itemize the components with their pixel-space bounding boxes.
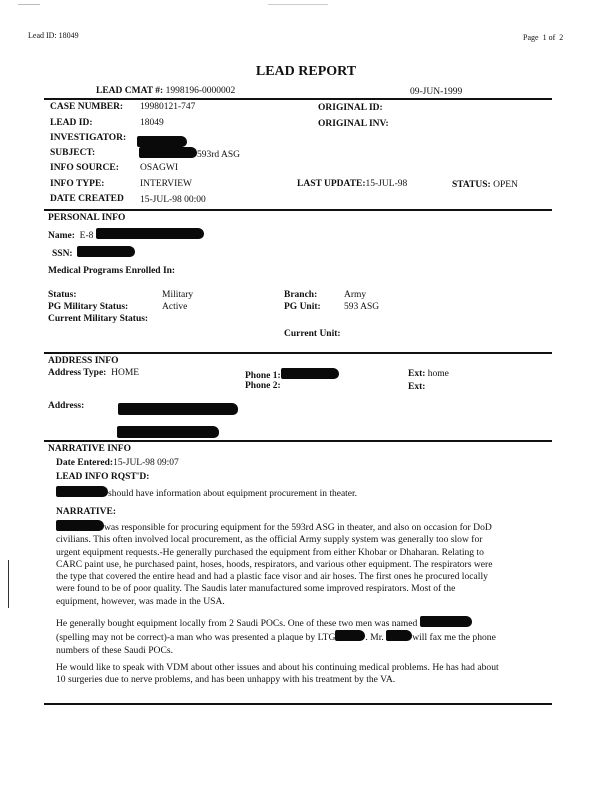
name-redaction — [96, 228, 204, 239]
narrative-label: NARRATIVE: — [56, 507, 116, 517]
info-type-value: INTERVIEW — [140, 179, 192, 189]
page-total: 2 — [559, 33, 564, 42]
status — [452, 180, 518, 190]
investigator-label: INVESTIGATOR: — [50, 133, 127, 143]
lead-id-value: 18049 — [140, 118, 164, 128]
lead-id-label: LEAD ID: — [50, 118, 93, 128]
personal-rule — [44, 209, 552, 211]
status-mil-value: Military — [162, 290, 194, 300]
ssn-row — [52, 246, 135, 259]
phone2-label: Phone 2: — [245, 381, 281, 391]
ext1-row — [408, 369, 449, 379]
p2-redaction-ltg — [335, 630, 365, 641]
subject-unit: 593rd ASG — [197, 150, 241, 160]
rqst-redaction — [56, 486, 108, 497]
original-inv-label: ORIGINAL INV: — [318, 119, 389, 129]
subject-value — [139, 147, 240, 160]
date-entered-row — [56, 458, 179, 468]
date-entered-label: Date Entered: — [56, 458, 114, 468]
date-created-value: 15-JUL-98 00:00 — [140, 195, 206, 205]
scan-edge-mark-left — [18, 4, 40, 5]
narrative-rule — [44, 440, 552, 442]
phone1-row — [245, 368, 339, 381]
address-type-label: Address Type: — [48, 368, 107, 378]
p1-line-3: urgent equipment requests.-He generally purchased the equipment from either Khobar or Dhaharan. Relating to — [56, 546, 484, 558]
branch-value: Army — [344, 290, 367, 300]
rqst-label: LEAD INFO RQST'D: — [56, 472, 150, 482]
ssn-label: SSN: — [52, 249, 73, 259]
personal-section-title: PERSONAL INFO — [48, 213, 126, 223]
last-update-label: LAST UPDATE: — [297, 179, 366, 189]
address-type-value: HOME — [111, 368, 140, 378]
report-date: 09-JUN-1999 — [410, 87, 463, 97]
date-created-label: DATE CREATED — [50, 194, 124, 204]
scan-margin-line — [8, 560, 9, 608]
cmat-label: LEAD CMAT #: — [96, 86, 164, 96]
p1-line-2: civilians. This often involved local procurement, as the official Army supply system was generally too slow for — [56, 534, 483, 546]
case-number: 19980121-747 — [140, 102, 196, 112]
pg-unit-value: 593 ASG — [344, 302, 380, 312]
report-title: LEAD REPORT — [255, 64, 357, 79]
p2-line-3: numbers of these Saudi POCs. — [56, 644, 173, 656]
header-rule — [44, 98, 552, 100]
name-row — [48, 228, 204, 241]
rqst-row — [56, 486, 357, 499]
pg-military-status-label: PG Military Status: — [48, 302, 129, 312]
scan-edge-mark-center — [268, 4, 328, 5]
page-number: 1 — [542, 33, 547, 42]
p3-line-2: 10 surgeries due to nerve problems, and has been unhappy with his treatment by the VA. — [56, 674, 396, 686]
lead-id-header: Lead ID: 18049 — [28, 31, 79, 40]
current-unit-label: Current Unit: — [284, 329, 341, 339]
name-label: Name: — [48, 231, 75, 241]
branch-label: Branch: — [284, 290, 318, 300]
narrative-paragraph-2 — [56, 616, 532, 657]
medical-label: Medical Programs Enrolled In: — [48, 266, 176, 276]
p1-line-7: equipment, however, was made in the USA. — [56, 595, 225, 607]
ext1-value: home — [427, 369, 449, 379]
page-of: of — [548, 33, 556, 42]
cmat-value: 1998196-0000002 — [165, 86, 236, 96]
last-update — [297, 179, 407, 189]
p1-redaction — [56, 520, 104, 531]
status-mil-label: Status: — [48, 290, 77, 300]
info-source-value: OSAGWI — [140, 163, 178, 173]
address-label: Address: — [48, 401, 85, 411]
p3-line-1: He would like to speak with VDM about other issues and about his continuing medical problems. He has had about — [56, 662, 499, 673]
page-indicator — [523, 33, 563, 42]
p1-line-5: the type that covered the entire head and had a plastic face visor and air hoses. The first ones he procured locally — [56, 571, 488, 583]
p2-redaction-name — [420, 616, 472, 627]
subject-label: SUBJECT: — [50, 148, 96, 158]
narrative-section-title: NARRATIVE INFO — [48, 444, 131, 454]
page-label: Page — [523, 33, 539, 42]
narrative-paragraph-1 — [56, 520, 532, 608]
ext1-label: Ext: — [408, 369, 426, 379]
last-update-value: 15-JUL-98 — [365, 179, 408, 189]
pg-military-status-value: Active — [162, 302, 188, 312]
address-type-row — [48, 368, 139, 378]
rqst-text: should have information about equipment procurement in theater. — [108, 489, 358, 499]
status-label: STATUS: — [452, 180, 491, 190]
p2-redaction-mr — [386, 630, 412, 641]
case-number-label: CASE NUMBER: — [50, 102, 124, 112]
footer-rule — [44, 703, 552, 705]
pg-unit-label: PG Unit: — [284, 302, 321, 312]
info-type-label: INFO TYPE: — [50, 179, 105, 189]
phone1-redaction — [281, 368, 339, 379]
status-value: OPEN — [493, 180, 518, 190]
name-rank: E-8 — [79, 231, 94, 241]
p2-line-2: (spelling may not be correct)-a man who was presented a plaque by LTG . Mr. will fax me the phone — [56, 632, 496, 644]
address-section-title: ADDRESS INFO — [48, 356, 119, 366]
p1-line-1: was responsible for procuring equipment for the 593rd ASG in theater, and also on occasion for DoD — [56, 520, 532, 534]
narrative-paragraph-3 — [56, 662, 532, 687]
p1-line-4: CARC paint use, he purchased paint, hoses, hoods, respirators, and various other equipment. The respirators were — [56, 558, 493, 570]
date-entered-value: 15-JUL-98 09:07 — [113, 458, 179, 468]
subject-redaction — [139, 147, 197, 158]
ext2-label: Ext: — [408, 382, 426, 392]
current-military-status-label: Current Military Status: — [48, 314, 149, 324]
original-id-label: ORIGINAL ID: — [318, 103, 383, 113]
cmat-line — [96, 86, 235, 96]
address-redaction-line1 — [118, 401, 238, 419]
ssn-redaction — [77, 246, 135, 257]
p2-line-1: He generally bought equipment locally from 2 Saudi POCs. One of these two men was named — [56, 616, 532, 630]
info-source-label: INFO SOURCE: — [50, 163, 119, 173]
address-rule — [44, 352, 552, 354]
phone1-label: Phone 1: — [245, 371, 281, 381]
p1-line-6: were found to be of poor quality. The Saudis later manufactured some improved respirators. Most of the — [56, 583, 456, 595]
